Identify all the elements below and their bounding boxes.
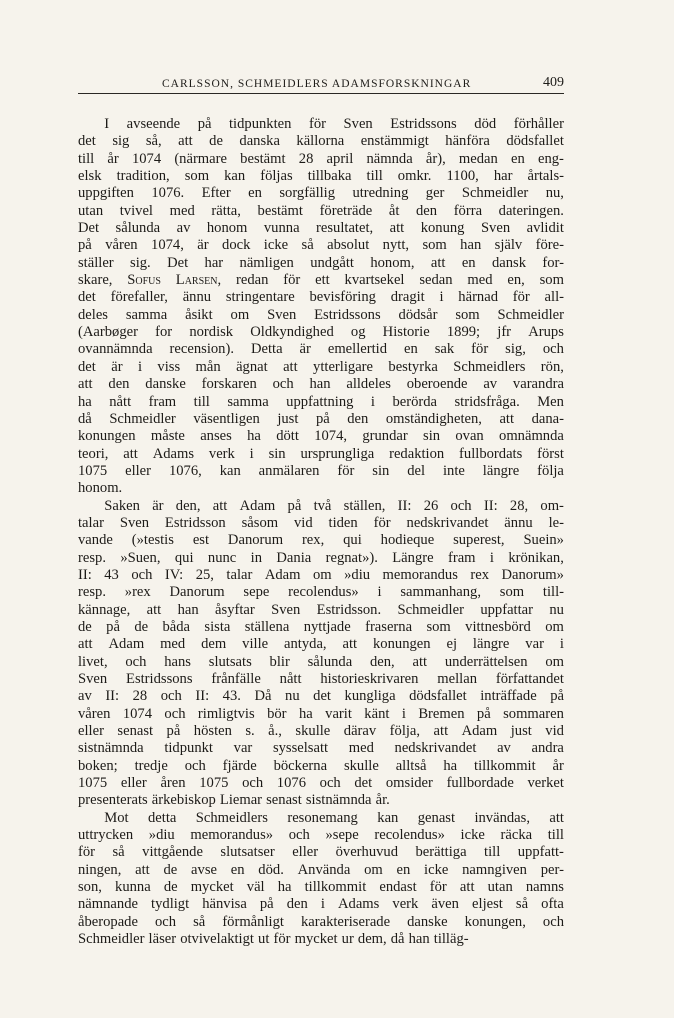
text-line: på våren 1074, är dock icke så absolut nytt, som han själv före- [78,237,564,254]
text-line: ovannämnda recension). Detta är emellertid en sak för sig, och [78,341,564,358]
text-line: boken; tredje och fjärde böckerna skulle alltså ha tillkommit år [78,757,564,774]
text-line: ningen, att de avse en död. Använda om en icke namngiven per- [78,861,564,878]
text-line: presenterats ärkebiskop Liemar senast sistnämnda år. [78,792,390,809]
running-head: CARLSSON, SCHMEIDLERS ADAMSFORSKNINGAR [162,78,472,90]
text-line: Schmeidler läser otvivelaktigt ut för mycket ur dem, då han tilläg- [78,931,469,948]
text-line: son, kunna de mycket väl ha tillkommit endast för att utan namns [78,879,564,896]
text-line: Det sålunda av honom vunna resultatet, att konung Sven avlidit [78,220,564,237]
text-line: det sig så, att de danska källorna enstämmigt hänföra dödsfallet [78,133,564,150]
text-line: att Adam med dem ville antyda, att konungen ej längre var i [78,636,564,653]
text-line: uttrycken »diu memorandus» och »sepe recolendus» icke räcka till [78,827,564,844]
text-line: 1075 eller åren 1075 och 1076 och det omsider fullbordade verket [78,775,564,792]
text-line: till år 1074 (närmare bestämt 28 april nämnda år), medan en eng- [78,150,564,167]
page-number: 409 [543,75,564,90]
text-line: honom. [78,480,123,497]
text-line: elsk tradition, som kan följas tillbaka till omkr. 1100, har årtals- [78,168,564,185]
text-line: av II: 28 och II: 43. Då nu det kungliga dödsfallet inträffade på [78,688,564,705]
paragraph [78,498,564,810]
paragraph [78,810,564,949]
text-line: Sven Estridssons frånfälle nått historieskrivaren mellan författandet [78,671,564,687]
text-line: åberopade och så förmånligt karakteriserade danske konungen, och [78,913,564,930]
text-line: skare, Sofus Larsen, redan för ett kvartsekel sedan med en, som [78,272,564,289]
text-line: kännage, att han åsyftar Sven Estridsson. Schmeidler uppfattar nu [78,601,564,618]
text-line: 1075 eller 1076, kan anmälaren för sin del inte längre följa [78,462,564,479]
text-line: det är i viss mån ägnat att ytterligare bestyrka Schmeidlers rön, [78,358,564,375]
text-line: uppgiften 1076. Efter en sorgfällig utredning ger Schmeidler nu, [78,185,564,202]
text-line: I avseende på tidpunkten för Sven Estridssons död förhåller [104,116,564,132]
text-line: ställer sig. Det har nämligen undgått honom, att en dansk for- [78,254,564,271]
text-line: (Aarbøger for nordisk Oldkyndighed og Historie 1899; jfr Arups [78,324,564,341]
text-line: deles samma åsikt om Sven Estridssons dödsår som Schmeidler [78,306,564,323]
text-line: att den danske forskaren och han alldeles oberoende av varandra [78,376,564,393]
text-line: resp. »Suen, qui nunc in Dania regnat»). Längre fram i krönikan, [78,549,564,566]
text-line: livet, och hans slutsats blir sålunda den, att underrättelsen om [78,653,564,670]
text-line: talar Sven Estridsson såsom vid tiden för nedskrivandet ännu le- [78,514,564,531]
text-line: eller senast på hösten s. å., skulle därav följa, att Adam just vid [78,723,564,740]
text-line: våren 1074 och rimligtvis bör ha varit känt i Bremen på sommaren [78,705,564,722]
page-header [78,75,564,94]
text-line: ha nått fram till samma uppfattning i berörda stridsfråga. Men [78,393,564,410]
text-line: då Schmeidler väsentligen just på den omständigheten, att dana- [78,410,564,427]
body-text [78,116,564,949]
text-line: teori, att Adams verk i sin ursprungliga redaktion fullbordats först [78,445,564,462]
text-line: resp. »rex Danorum sepe recolendus» i sammanhang, som till- [78,584,564,601]
paragraph [78,116,564,498]
text-line: II: 43 och IV: 25, talar Adam om »diu memorandus rex Danorum» [78,566,564,583]
text-line: de på de båda sista ställena nyttjade fraserna som vittnesbörd om [78,618,564,635]
text-line: vande (»testis est Danorum rex, qui hodieque superest, Suein» [78,532,564,549]
text-line: Mot detta Schmeidlers resonemang kan genast invändas, att [104,809,564,826]
text-line: nämnande tydligt hänvisa på den i Adams verk även eljest så ofta [78,896,564,913]
text-line: sistnämnda tidpunkt var sysselsatt med nedskrivandet av andra [78,740,564,757]
text-line: Saken är den, att Adam på två ställen, II: 26 och II: 28, om- [104,497,564,514]
text-line: det förefaller, ännu stringentare bevisföring dragit i härnad för all- [78,289,564,306]
text-line: konungen måste anses ha dött 1074, grundar sin ovan omnämnda [78,428,564,445]
text-line: utan tvivel med rätta, bestämt företräde åt den förra dateringen. [78,202,564,219]
text-line: för så vittgående slutsatser eller överhuvud berättiga till uppfatt- [78,844,564,861]
